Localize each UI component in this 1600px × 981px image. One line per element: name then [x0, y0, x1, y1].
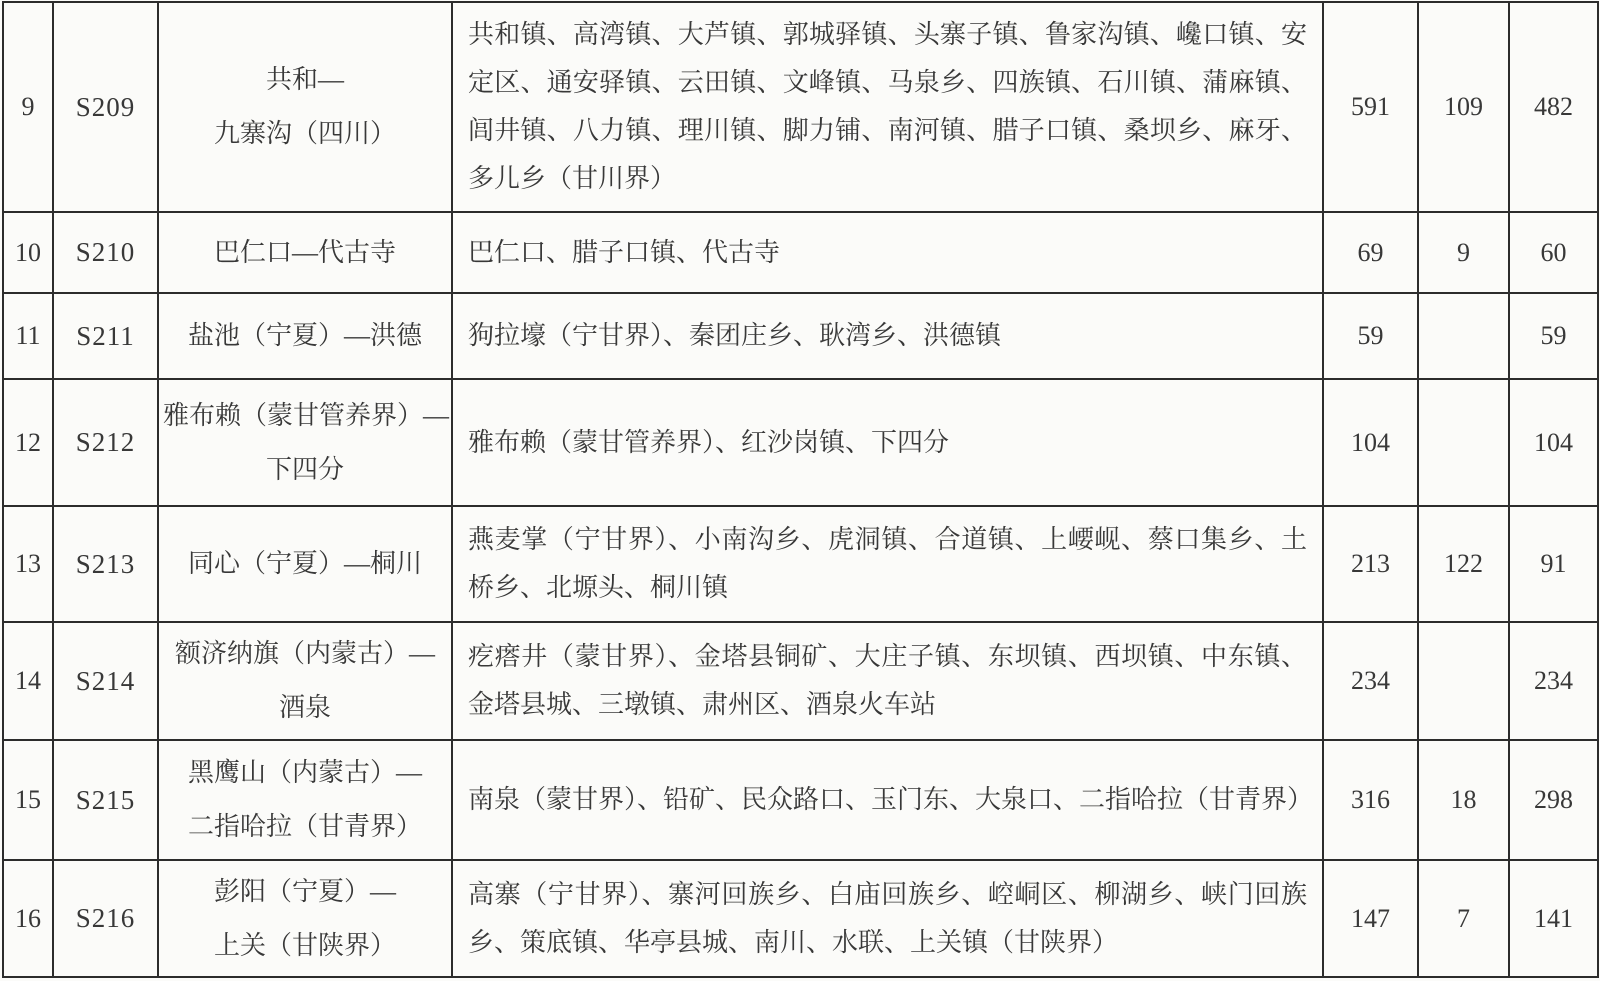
table-row: [3, 506, 1598, 622]
cell-mileage-overlap: [1418, 293, 1509, 379]
cell-control-points: 狗拉壕（宁甘界）、秦团庄乡、耿湾乡、洪德镇: [452, 293, 1323, 379]
table-row: [3, 2, 1598, 212]
table-row: [3, 740, 1598, 860]
cell-row-number: 10: [3, 212, 53, 293]
cell-control-points: 雅布赖（蒙甘管养界）、红沙岗镇、下四分: [452, 379, 1323, 506]
cell-mileage-actual: 91: [1509, 506, 1598, 622]
cell-mileage-actual: 141: [1509, 860, 1598, 977]
cell-route-code: S210: [53, 212, 158, 293]
cell-mileage-overlap: 7: [1418, 860, 1509, 977]
cell-route-code: S215: [53, 740, 158, 860]
cell-route-name: 彭阳（宁夏）— 上关（甘陕界）: [158, 860, 452, 977]
cell-mileage-total: 316: [1323, 740, 1418, 860]
cell-mileage-overlap: [1418, 622, 1509, 740]
cell-mileage-actual: 298: [1509, 740, 1598, 860]
table-row: [3, 293, 1598, 379]
cell-mileage-overlap: [1418, 379, 1509, 506]
cell-route-name: 盐池（宁夏）—洪德: [158, 293, 452, 379]
cell-mileage-actual: 104: [1509, 379, 1598, 506]
table-row: [3, 622, 1598, 740]
cell-mileage-overlap: 122: [1418, 506, 1509, 622]
cell-row-number: 15: [3, 740, 53, 860]
cell-control-points: 高寨（宁甘界）、寨河回族乡、白庙回族乡、崆峒区、柳湖乡、峡门回族乡、策底镇、华亭县城、南川、水联、上关镇（甘陕界）: [452, 860, 1323, 977]
cell-row-number: 13: [3, 506, 53, 622]
cell-mileage-actual: 482: [1509, 2, 1598, 212]
cell-mileage-actual: 59: [1509, 293, 1598, 379]
cell-route-code: S212: [53, 379, 158, 506]
cell-mileage-total: 591: [1323, 2, 1418, 212]
cell-route-name: 共和— 九寨沟（四川）: [158, 2, 452, 212]
cell-route-code: S216: [53, 860, 158, 977]
cell-control-points: 巴仁口、腊子口镇、代古寺: [452, 212, 1323, 293]
table-row: [3, 860, 1598, 977]
cell-mileage-total: 59: [1323, 293, 1418, 379]
cell-row-number: 14: [3, 622, 53, 740]
cell-mileage-overlap: 18: [1418, 740, 1509, 860]
cell-row-number: 16: [3, 860, 53, 977]
cell-route-name: 雅布赖（蒙甘管养界）— 下四分: [158, 379, 452, 506]
cell-row-number: 11: [3, 293, 53, 379]
cell-mileage-total: 213: [1323, 506, 1418, 622]
cell-route-name: 同心（宁夏）—桐川: [158, 506, 452, 622]
cell-route-name: 额济纳旗（内蒙古）— 酒泉: [158, 622, 452, 740]
cell-route-name: 黑鹰山（内蒙古）— 二指哈拉（甘青界）: [158, 740, 452, 860]
cell-route-code: S213: [53, 506, 158, 622]
table-row: [3, 379, 1598, 506]
cell-mileage-actual: 234: [1509, 622, 1598, 740]
cell-mileage-overlap: 9: [1418, 212, 1509, 293]
table-row: [3, 212, 1598, 293]
cell-mileage-total: 234: [1323, 622, 1418, 740]
cell-row-number: 9: [3, 2, 53, 212]
cell-control-points: 疙瘩井（蒙甘界）、金塔县铜矿、大庄子镇、东坝镇、西坝镇、中东镇、金塔县城、三墩镇、肃州区、酒泉火车站: [452, 622, 1323, 740]
cell-route-code: S214: [53, 622, 158, 740]
cell-row-number: 12: [3, 379, 53, 506]
cell-control-points: 燕麦掌（宁甘界）、小南沟乡、虎洞镇、合道镇、上崾岘、蔡口集乡、土桥乡、北塬头、桐川镇: [452, 506, 1323, 622]
highway-table: [2, 1, 1599, 978]
cell-mileage-total: 147: [1323, 860, 1418, 977]
cell-route-code: S209: [53, 2, 158, 212]
cell-mileage-total: 104: [1323, 379, 1418, 506]
cell-mileage-actual: 60: [1509, 212, 1598, 293]
cell-route-name: 巴仁口—代古寺: [158, 212, 452, 293]
cell-route-code: S211: [53, 293, 158, 379]
cell-mileage-total: 69: [1323, 212, 1418, 293]
highway-table-body: [3, 2, 1598, 977]
cell-control-points: 南泉（蒙甘界）、铅矿、民众路口、玉门东、大泉口、二指哈拉（甘青界）: [452, 740, 1323, 860]
cell-mileage-overlap: 109: [1418, 2, 1509, 212]
cell-control-points: 共和镇、高湾镇、大芦镇、郭城驿镇、头寨子镇、鲁家沟镇、巉口镇、安定区、通安驿镇、云田镇、文峰镇、马泉乡、四族镇、石川镇、蒲麻镇、闾井镇、八力镇、理川镇、脚力铺、南河镇、腊子口镇、桑坝乡、麻牙、多儿乡（甘川界）: [452, 2, 1323, 212]
